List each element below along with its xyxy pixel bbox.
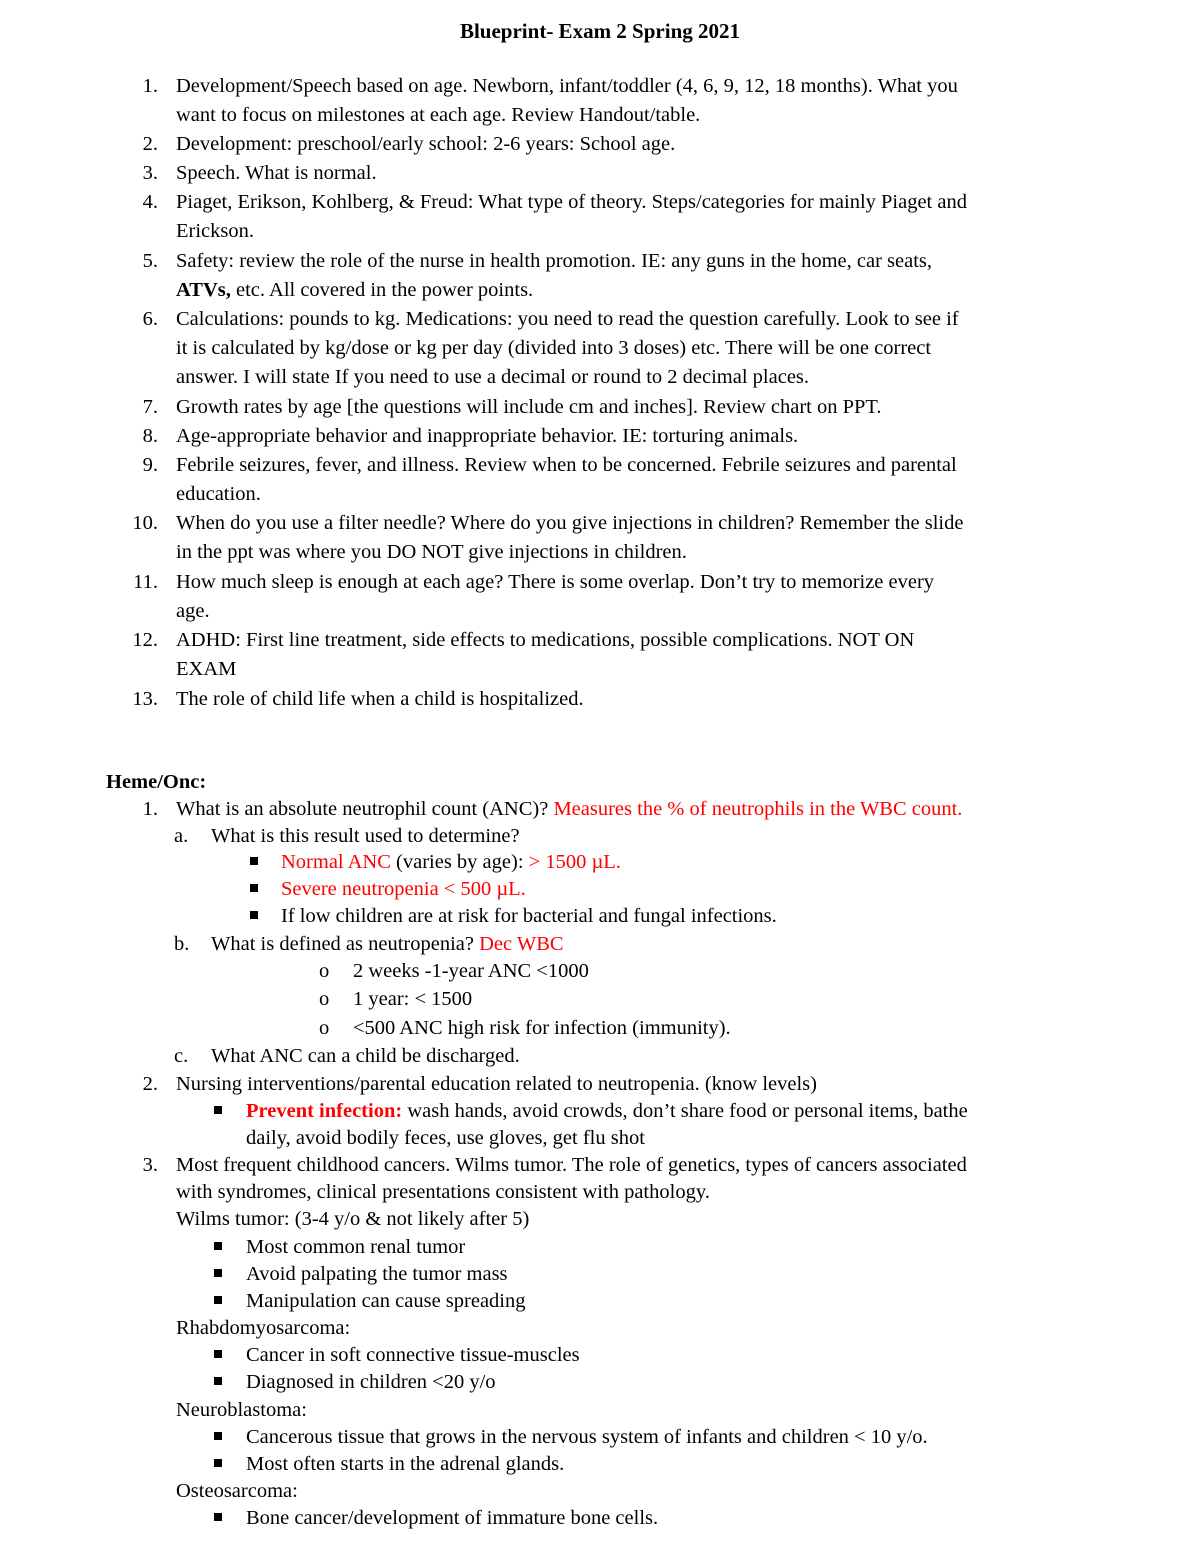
- question: with syndromes, clinical presentations consistent with pathology.: [176, 1181, 710, 1203]
- list-number: 8.: [142, 425, 158, 447]
- bullet-square: [250, 857, 258, 865]
- cancer-heading: Neuroblastoma:: [176, 1399, 307, 1421]
- sub-letter: b.: [174, 933, 190, 955]
- bullet-text-plain: wash hands, avoid crowds, don’t share food or personal items, bathe: [402, 1100, 968, 1122]
- bullet-text: Diagnosed in children <20 y/o: [246, 1371, 496, 1393]
- list-item: Erickson.: [176, 220, 254, 242]
- bullet-text: If low children are at risk for bacterial and fungal infections.: [281, 905, 777, 927]
- bullet-text: Severe neutropenia < 500 µL.: [281, 878, 526, 900]
- list-item: EXAM: [176, 658, 237, 680]
- list-number: 7.: [142, 396, 158, 418]
- list-item: Development: preschool/early school: 2-6 years: School age.: [176, 133, 676, 155]
- list-item: Safety: review the role of the nurse in health promotion. IE: any guns in the home, car seats,: [176, 250, 933, 272]
- list-number: 13.: [132, 688, 158, 710]
- cancer-heading: Osteosarcoma:: [176, 1480, 298, 1502]
- list-number: 4.: [142, 191, 158, 213]
- list-item: Speech. What is normal.: [176, 162, 377, 184]
- list-number: 1.: [142, 798, 158, 820]
- circle-bullet: o: [319, 1017, 330, 1039]
- bullet-square: [214, 1432, 222, 1440]
- bullet-square: [214, 1350, 222, 1358]
- list-item: age.: [176, 600, 210, 622]
- question: [176, 795, 962, 823]
- circle-bullet: o: [319, 960, 330, 982]
- list-item: Age-appropriate behavior and inappropriate behavior. IE: torturing animals.: [176, 425, 799, 447]
- list-item: want to focus on milestones at each age. Review Handout/table.: [176, 104, 701, 126]
- bullet-square: [214, 1106, 222, 1114]
- red-text: Normal ANC: [281, 851, 391, 873]
- list-item: Febrile seizures, fever, and illness. Review when to be concerned. Febrile seizures and parental: [176, 454, 957, 476]
- list-number: 11.: [133, 571, 158, 593]
- bullet-text: Manipulation can cause spreading: [246, 1290, 526, 1312]
- bullet-text: Avoid palpating the tumor mass: [246, 1263, 508, 1285]
- sub-bullet-text: 2 weeks -1-year ANC <1000: [353, 960, 589, 982]
- list-number: 3.: [142, 1154, 158, 1176]
- page-title: Blueprint- Exam 2 Spring 2021: [459, 19, 741, 43]
- list-item: When do you use a filter needle? Where do you give injections in children? Remember the slide: [176, 512, 964, 534]
- list-item: The role of child life when a child is hospitalized.: [176, 688, 584, 710]
- sub-letter: a.: [174, 825, 189, 847]
- bullet-text-plain: (varies by age):: [390, 851, 529, 873]
- section-heading: Heme/Onc:: [106, 771, 207, 793]
- list-number: 12.: [132, 629, 158, 651]
- sub-question: What is this result used to determine?: [211, 825, 520, 847]
- circle-bullet: o: [319, 988, 330, 1010]
- list-number: 1.: [142, 75, 158, 97]
- list-item: Piaget, Erikson, Kohlberg, & Freud: What type of theory. Steps/categories for mainly Piaget and: [176, 191, 967, 213]
- question: Most frequent childhood cancers. Wilms tumor. The role of genetics, types of cancers associated: [176, 1154, 967, 1176]
- bullet-text: daily, avoid bodily feces, use gloves, get flu shot: [246, 1127, 645, 1149]
- list-item: ADHD: First line treatment, side effects to medications, possible complications. NOT ON: [176, 629, 915, 651]
- list-number: 9.: [142, 454, 158, 476]
- bullet-text: Bone cancer/development of immature bone cells.: [246, 1507, 659, 1529]
- question-text: What is defined as neutropenia?: [211, 933, 480, 955]
- list-item: [176, 276, 533, 304]
- sub-bullet-text: 1 year: < 1500: [353, 988, 473, 1010]
- cancer-heading: Wilms tumor: (3-4 y/o & not likely after 5): [176, 1208, 530, 1230]
- cancer-heading: Rhabdomyosarcoma:: [176, 1317, 351, 1339]
- sub-letter: c.: [174, 1045, 189, 1067]
- list-item: How much sleep is enough at each age? There is some overlap. Don’t try to memorize every: [176, 571, 935, 593]
- bullet-text: Cancerous tissue that grows in the nervous system of infants and children < 10 y/o.: [246, 1426, 928, 1448]
- question-text: What is an absolute neutrophil count (ANC)?: [176, 798, 554, 820]
- bullet-text: [246, 1097, 968, 1125]
- bullet-square: [250, 884, 258, 892]
- atvs-bold: ATVs,: [176, 279, 231, 301]
- bullet-square: [214, 1269, 222, 1277]
- bullet-square: [250, 911, 258, 919]
- list-number: 2.: [142, 133, 158, 155]
- question: Nursing interventions/parental education related to neutropenia. (know levels): [176, 1073, 817, 1095]
- list-item: answer. I will state If you need to use a decimal or round to 2 decimal places.: [176, 366, 810, 388]
- list-item: education.: [176, 483, 261, 505]
- list-number: 10.: [132, 512, 158, 534]
- list-item: it is calculated by kg/dose or kg per day (divided into 3 doses) etc. There will be one correct: [176, 337, 932, 359]
- bullet-square: [214, 1459, 222, 1467]
- bullet-square: [214, 1513, 222, 1521]
- list-item: Calculations: pounds to kg. Medications: you need to read the question carefully. Look to see if: [176, 308, 959, 330]
- list-number: 6.: [142, 308, 158, 330]
- bullet-text: Most often starts in the adrenal glands.: [246, 1453, 565, 1475]
- sub-question: What ANC can a child be discharged.: [211, 1045, 520, 1067]
- bullet-text: Cancer in soft connective tissue-muscles: [246, 1344, 580, 1366]
- prevent-infection-label: Prevent infection:: [246, 1100, 403, 1122]
- answer-text: Dec WBC: [479, 933, 564, 955]
- sub-bullet-text: <500 ANC high risk for infection (immunity).: [353, 1017, 731, 1039]
- bullet-square: [214, 1296, 222, 1304]
- bullet-text: Most common renal tumor: [246, 1236, 466, 1258]
- red-text: > 1500 µL.: [528, 851, 621, 873]
- list-item: Development/Speech based on age. Newborn, infant/toddler (4, 6, 9, 12, 18 months). What you: [176, 75, 958, 97]
- bullet-square: [214, 1242, 222, 1250]
- list-item: in the ppt was where you DO NOT give injections in children.: [176, 541, 687, 563]
- bullet-square: [214, 1377, 222, 1385]
- list-number: 5.: [142, 250, 158, 272]
- list-number: 2.: [142, 1073, 158, 1095]
- answer-text: Measures the % of neutrophils in the WBC count.: [553, 798, 963, 820]
- list-number: 3.: [142, 162, 158, 184]
- bullet-text: [281, 848, 621, 876]
- list-item: Growth rates by age [the questions will include cm and inches]. Review chart on PPT.: [176, 396, 882, 418]
- list-item-text: etc. All covered in the power points.: [230, 279, 534, 301]
- sub-question: [211, 930, 564, 958]
